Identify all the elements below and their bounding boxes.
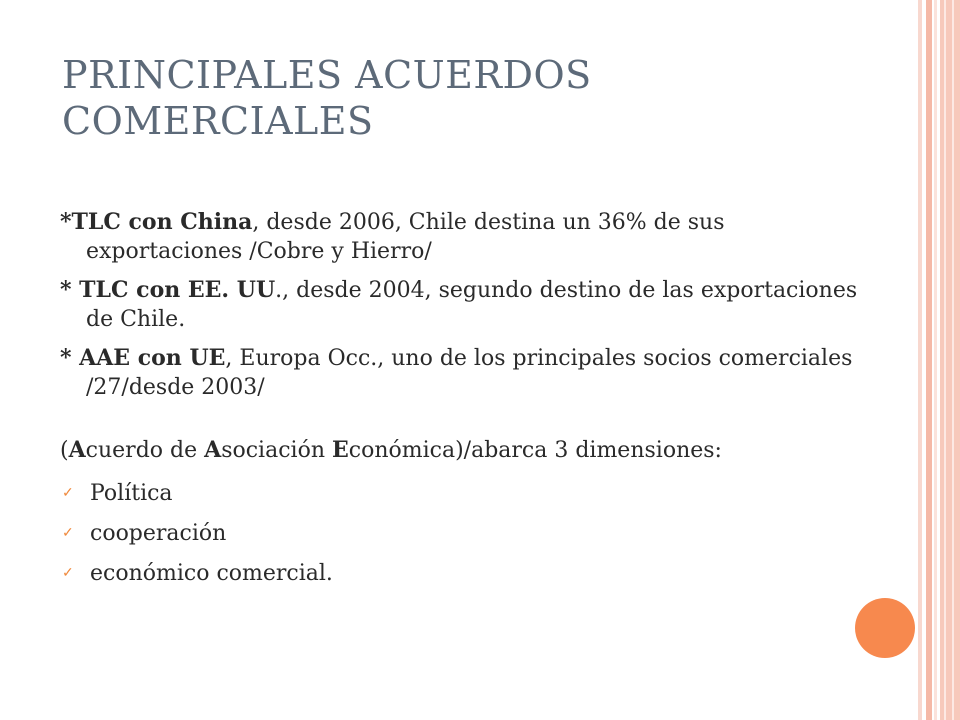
agreement-paragraph: [60, 208, 860, 266]
list-item-label: Política: [90, 480, 173, 506]
dimensions-list: [60, 473, 860, 593]
initial-letter: A: [204, 437, 222, 463]
decorative-stripe: [934, 0, 937, 720]
decorative-stripe: [952, 0, 954, 720]
agreement-name: * TLC con EE. UU: [60, 277, 276, 303]
slide-content: [60, 208, 860, 593]
decorative-stripe: [940, 0, 960, 720]
initial-letter: E: [331, 437, 349, 463]
agreement-name: *TLC con China: [60, 209, 253, 235]
list-item-label: cooperación: [90, 520, 227, 546]
decorative-stripe: [926, 0, 932, 720]
agreement-detail: , desde 2006, Chile destina un 36% de sus exportaciones /Cobre y Hierro/: [86, 210, 725, 264]
list-item-label: económico comercial.: [90, 560, 333, 586]
agreement-paragraph: [60, 344, 860, 402]
list-item: [60, 553, 860, 593]
association-text: sociación: [221, 438, 332, 463]
association-text: cuerdo de: [85, 438, 205, 463]
check-icon: ✓: [62, 485, 74, 501]
initial-letter: A: [68, 437, 86, 463]
accent-circle: [855, 598, 915, 658]
check-icon: ✓: [62, 565, 74, 581]
agreement-detail: ., desde 2004, segundo destino de las exportaciones de Chile.: [86, 278, 858, 332]
check-icon: ✓: [62, 525, 74, 541]
association-text: conómica)/abarca 3 dimensiones:: [348, 438, 722, 463]
decorative-stripe: [944, 0, 946, 720]
slide-title: [62, 52, 782, 144]
association-definition: [60, 436, 860, 465]
title-line: COMERCIALES: [62, 99, 374, 143]
list-item: [60, 513, 860, 553]
title-line: PRINCIPALES ACUERDOS: [62, 53, 592, 97]
agreement-detail: , Europa Occ., uno de los principales socios comerciales /27/desde 2003/: [86, 346, 853, 400]
decorative-stripe: [918, 0, 922, 720]
paren: (: [60, 438, 69, 463]
agreement-name: * AAE con UE: [60, 345, 226, 371]
agreement-paragraph: [60, 276, 860, 334]
list-item: [60, 473, 860, 513]
